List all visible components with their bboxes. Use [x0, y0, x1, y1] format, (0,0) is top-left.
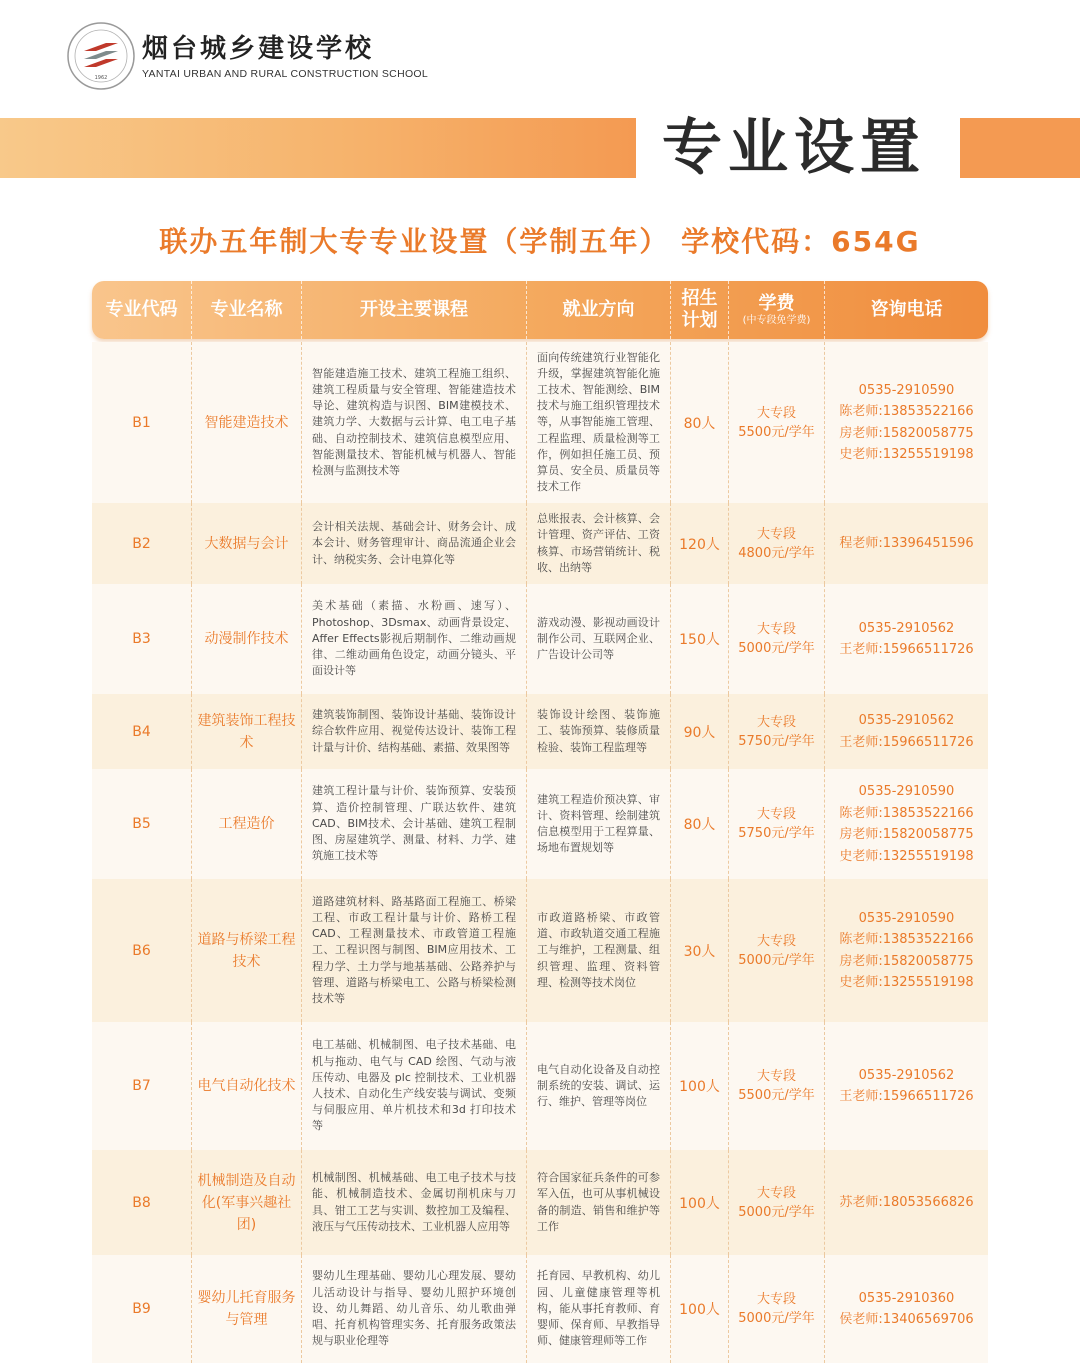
fee-stage: 大专段	[756, 933, 796, 949]
contact-phone: 陈老师:13853522166	[839, 932, 974, 947]
tuition-fee	[729, 879, 825, 1022]
enrollment-plan: 80人	[671, 769, 729, 879]
header-fee-note: (中专段免学费)	[742, 315, 811, 326]
page-title: 专业设置	[662, 113, 926, 183]
contact-phones	[825, 503, 988, 584]
contact-phone: 房老师:15820058775	[839, 827, 974, 842]
header-career: 就业方向	[527, 281, 671, 339]
major-name: 道路与桥梁工程技术	[192, 879, 302, 1022]
contact-phone: 史老师:13255519198	[839, 975, 974, 990]
table-row	[92, 503, 988, 584]
major-code: B9	[92, 1255, 192, 1363]
major-code: B3	[92, 584, 192, 694]
contact-phone: 房老师:15820058775	[839, 425, 974, 441]
major-name: 动漫制作技术	[192, 584, 302, 694]
contact-phone: 0535-2910562	[858, 713, 955, 728]
fee-amount: 5000元/学年	[738, 1311, 815, 1326]
header-name: 专业名称	[192, 281, 302, 339]
contact-phone: 史老师:13255519198	[839, 848, 974, 864]
contact-phones	[825, 1022, 988, 1150]
tuition-fee	[729, 1150, 825, 1255]
table-row	[92, 879, 988, 1022]
table-row	[92, 769, 988, 879]
enrollment-plan: 100人	[671, 1255, 729, 1363]
major-name: 电气自动化技术	[192, 1022, 302, 1150]
contact-phone: 0535-2910562	[858, 1067, 955, 1083]
fee-stage: 大专段	[756, 1292, 796, 1307]
major-courses: 建筑工程计量与计价、装饰预算、安装预算、造价控制管理、广联达软件、建筑CAD、BIM技术、会计基础、建筑工程制图、房屋建筑学、测量、材料、力学、建筑施工技术等	[302, 769, 527, 879]
major-career: 建筑工程造价预决算、审计、资料管理、绘制建筑信息模型用于工程算量、场地布置规划等	[527, 769, 671, 879]
major-name: 机械制造及自动化(军事兴趣社团)	[192, 1150, 302, 1255]
contact-phone: 0535-2910590	[858, 784, 955, 799]
enrollment-plan: 80人	[671, 342, 729, 503]
contact-phone: 王老师:15966511726	[839, 1089, 974, 1104]
fee-stage: 大专段	[756, 1069, 796, 1084]
fee-stage: 大专段	[756, 622, 796, 637]
banner-bar-left	[0, 118, 636, 178]
fee-amount: 5000元/学年	[738, 1204, 815, 1220]
header-plan: 招生计划	[671, 281, 729, 339]
contact-phones	[825, 879, 988, 1022]
contact-phone: 侯老师:13406569706	[839, 1312, 974, 1327]
contact-phone: 陈老师:13853522166	[839, 404, 974, 419]
major-code: B5	[92, 769, 192, 879]
major-code: B8	[92, 1150, 192, 1255]
fee-stage: 大专段	[756, 1185, 796, 1201]
header-code: 专业代码	[92, 281, 192, 339]
contact-phone: 0535-2910590	[858, 382, 955, 398]
major-code: B7	[92, 1022, 192, 1150]
banner-bar-right	[960, 118, 1080, 178]
major-code: B4	[92, 694, 192, 769]
contact-phone: 0535-2910590	[858, 910, 955, 926]
major-career: 游戏动漫、影视动画设计制作公司、互联网企业、广告设计公司等	[527, 584, 671, 694]
contact-phone: 王老师:15966511726	[839, 642, 974, 657]
table-header	[92, 281, 988, 339]
school-seal-icon	[66, 21, 136, 91]
major-career: 符合国家征兵条件的可参军入伍，也可从事机械设备的制造、销售和维护等工作	[527, 1150, 671, 1255]
fee-stage: 大专段	[756, 714, 796, 730]
table-row	[92, 1150, 988, 1255]
contact-phones	[825, 1150, 988, 1255]
major-courses: 智能建造施工技术、建筑工程施工组织、建筑工程质量与安全管理、智能建造技术导论、建筑构造与识图、BIM建模技术、建筑力学、大数据与云计算、电工电子基础、自动控制技术、建筑信息模型应用、智能测量技术、智能机械与机器人、智能检测与监测技术等	[302, 342, 527, 503]
contact-phones	[825, 584, 988, 694]
enrollment-plan: 100人	[671, 1150, 729, 1255]
major-career: 电气自动化设备及自动控制系统的安装、调试、运行、维护、管理等岗位	[527, 1022, 671, 1150]
fee-stage: 大专段	[756, 807, 796, 822]
table-row	[92, 584, 988, 694]
contact-phone: 史老师:13255519198	[839, 447, 974, 462]
major-courses: 建筑装饰制图、装饰设计基础、装饰设计综合软件应用、视觉传达设计、装饰工程计量与计价、结构基础、素描、效果图等	[302, 694, 527, 769]
contact-phone: 苏老师:18053566826	[839, 1194, 974, 1210]
major-code: B1	[92, 342, 192, 503]
table-row	[92, 342, 988, 503]
enrollment-plan: 100人	[671, 1022, 729, 1150]
major-courses: 道路建筑材料、路基路面工程施工、桥梁工程、市政工程计量与计价、路桥工程CAD、工程测量技术、市政管道工程施工、工程识图与制图、BIM应用技术、工程力学、土力学与地基基础、公路养护与管理、道路与桥梁电工、公路与桥梁检测技术等	[302, 879, 527, 1022]
header-phone: 咨询电话	[870, 299, 943, 320]
contact-phones	[825, 769, 988, 879]
major-name: 建筑装饰工程技术	[192, 694, 302, 769]
school-name-en: YANTAI URBAN AND RURAL CONSTRUCTION SCHOOL	[142, 68, 429, 80]
fee-amount: 5500元/学年	[738, 424, 815, 440]
tuition-fee	[729, 1022, 825, 1150]
major-courses: 婴幼儿生理基础、婴幼儿心理发展、婴幼儿活动设计与指导、婴幼儿照护环境创设、幼儿舞蹈、幼儿音乐、幼儿歌曲弹唱、托育机构管理实务、托育服务政策法规与职业伦理等	[302, 1255, 527, 1363]
major-career: 装饰设计绘图、装饰施工、装饰预算、装修质量检验、装饰工程监理等	[527, 694, 671, 769]
fee-amount: 5750元/学年	[738, 733, 815, 749]
contact-phone: 程老师:13396451596	[839, 535, 974, 551]
major-courses: 美术基础（素描、水粉画、速写）、Photoshop、3Dsmax、动画背景设定、Affer Effects影视后期制作、二维动画规律、二维动画角色设定，动画分镜头、平面设计等	[302, 584, 527, 694]
tuition-fee	[729, 342, 825, 503]
contact-phone: 陈老师:13853522166	[839, 805, 974, 821]
enrollment-plan: 120人	[671, 503, 729, 584]
tuition-fee	[729, 694, 825, 769]
program-table	[92, 281, 988, 1363]
major-career: 总账报表、会计核算、会计管理、资产评估、工资核算、市场营销统计、税收、出纳等	[527, 503, 671, 584]
table-row	[92, 694, 988, 769]
contact-phone: 王老师:15966511726	[839, 734, 974, 750]
fee-amount: 5500元/学年	[738, 1088, 815, 1103]
major-career: 面向传统建筑行业智能化升级，掌握建筑智能化施工技术、智能测绘、BIM技术与施工组织管理技术等，从事智能施工管理、工程监理、质量检测等工作，例如担任施工员、预算员、安全员、质量员等技术工作	[527, 342, 671, 503]
enrollment-plan: 30人	[671, 879, 729, 1022]
enrollment-plan: 90人	[671, 694, 729, 769]
fee-amount: 5000元/学年	[738, 641, 815, 656]
fee-stage: 大专段	[756, 526, 796, 542]
major-courses: 电工基础、机械制图、电子技术基础、电机与拖动、电气与 CAD 绘图、气动与液压传动、电器及 plc 控制技术、工业机器人技术、自动化生产线安装与调试、变频与伺服应用、单片机技术和3d 打印技术等	[302, 1022, 527, 1150]
major-code: B2	[92, 503, 192, 584]
fee-amount: 5750元/学年	[738, 826, 815, 841]
contact-phones	[825, 694, 988, 769]
table-subtitle: 联办五年制大专专业设置（学制五年） 学校代码：654G	[159, 225, 921, 258]
tuition-fee	[729, 584, 825, 694]
contact-phones	[825, 1255, 988, 1363]
svg-text:1962: 1962	[94, 75, 108, 81]
enrollment-plan: 150人	[671, 584, 729, 694]
table-row	[92, 1255, 988, 1363]
header-courses: 开设主要课程	[302, 281, 527, 339]
contact-phone: 房老师:15820058775	[839, 953, 974, 969]
major-name: 大数据与会计	[192, 503, 302, 584]
major-name: 婴幼儿托育服务与管理	[192, 1255, 302, 1363]
contact-phones	[825, 342, 988, 503]
header-fee: 学费 (中专段免学费)	[729, 281, 825, 339]
contact-phone: 0535-2910360	[858, 1290, 955, 1306]
school-logo	[66, 20, 428, 92]
table-body	[92, 342, 988, 1363]
fee-amount: 5000元/学年	[738, 952, 815, 968]
major-career: 市政道路桥梁、市政管道、市政轨道交通工程施工与维护，工程测量、组织管理、监理、资料管理、检测等技术岗位	[527, 879, 671, 1022]
table-row	[92, 1022, 988, 1150]
major-code: B6	[92, 879, 192, 1022]
major-name: 智能建造技术	[192, 342, 302, 503]
tuition-fee	[729, 769, 825, 879]
major-career: 托育园、早教机构、幼儿园、儿童健康管理等机构，能从事托育教师、育婴师、保育师、早教指导师、健康管理师等工作	[527, 1255, 671, 1363]
major-courses: 机械制图、机械基础、电工电子技术与技能、机械制造技术、金属切削机床与刀具、钳工工艺与实训、数控加工及编程、液压与气压传动技术、工业机器人应用等	[302, 1150, 527, 1255]
tuition-fee	[729, 1255, 825, 1363]
fee-amount: 4800元/学年	[738, 545, 815, 561]
fee-stage: 大专段	[756, 405, 796, 421]
major-courses: 会计相关法规、基础会计、财务会计、成本会计、财务管理审计、商品流通企业会计、纳税实务、会计电算化等	[302, 503, 527, 584]
major-name: 工程造价	[192, 769, 302, 879]
school-name-cn: 烟台城乡建设学校	[142, 34, 375, 64]
contact-phone: 0535-2910562	[858, 620, 955, 636]
tuition-fee	[729, 503, 825, 584]
